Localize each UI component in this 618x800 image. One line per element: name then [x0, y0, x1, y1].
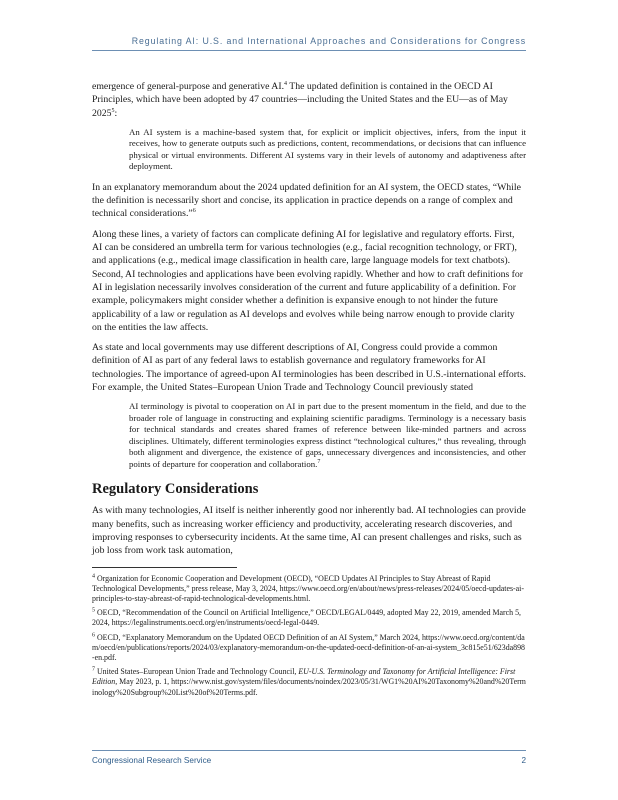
- footnote-4: [92, 574, 526, 605]
- footnote-6: [92, 633, 526, 664]
- footnote-link[interactable]: https://www.oecd.org/content/dam/oecd/en/publications/reports/2024/03/explanatory-memorandum-on-the-updated-oecd-definition-of-an-ai-system_3c815e51/623da898-en.pdf: [92, 632, 525, 662]
- paragraph-4: As state and local governments may use different descriptions of AI, Congress could provide a common definition of AI as part of any federal laws to establish governance and regulatory frameworks for AI technologies. The importance of agreed-upon AI terminologies has been described in U.S.-international efforts. For example, the United States–European Union Trade and Technology Council previously stated: [92, 342, 526, 394]
- running-header: [0, 36, 618, 46]
- footnote-7: [92, 667, 526, 698]
- footnote-title-italic: EU-U.S. Terminology and Taxonomy for Artificial Intelligence: First Edition: [92, 667, 516, 687]
- footnote-ref-4[interactable]: 4: [284, 80, 288, 87]
- footnote-number: 7: [92, 666, 95, 673]
- footnote-5: [92, 608, 526, 628]
- document-body: [92, 80, 526, 702]
- footnote-text: OECD, “Recommendation of the Council on Artificial Intelligence,” OECD/LEGAL/0449, adopted May 22, 2019, amended March 5, 2024,: [92, 608, 522, 628]
- footnote-link[interactable]: https://www.nist.gov/system/files/documents/noindex/2023/05/31/WG1%20AI%20Taxonomy%20and%20Terminology%20Subgroup%20List%20of%20Terms.pdf: [92, 677, 526, 697]
- footnote-link[interactable]: https://legalinstruments.oecd.org/en/instruments/oecd-legal-0449: [111, 618, 318, 628]
- footnote-number: 6: [92, 631, 95, 638]
- footnote-number: 4: [92, 572, 95, 579]
- paragraph-1-text-cont: The updated definition is contained in the OECD AI Principles, which have been adopted by 47 countries—including the United States and the EU—as of May 2025: [92, 81, 508, 119]
- paragraph-1-text: emergence of general-purpose and generative AI.: [92, 81, 285, 92]
- paragraph-2-text: In an explanatory memorandum about the 2024 updated definition for an AI system, the OECD states, “While the definition is necessarily short and concise, its application in practice depends on a range of complex and technical considerations.”: [92, 181, 521, 220]
- footnote-text-cont: , May 2023, p. 1,: [115, 677, 172, 687]
- footnote-ref-6[interactable]: 6: [192, 208, 196, 215]
- footnotes: [92, 574, 526, 698]
- footnote-tail: .: [308, 593, 311, 603]
- paragraph-1: [92, 80, 526, 120]
- footnote-link[interactable]: https://www.oecd.org/en/about/news/press-releases/2024/05/oecd-updates-ai-principles-to-stay-abreast-of-rapid-technological-developments.html: [92, 583, 524, 603]
- footnote-ref-7[interactable]: 7: [317, 458, 321, 465]
- footer-rule: [92, 750, 526, 751]
- footnote-text: OECD, “Explanatory Memorandum on the Updated OECD Definition of an AI System,” March 2024,: [96, 632, 422, 642]
- footnote-ref-5[interactable]: 5: [111, 107, 115, 114]
- block-quote-ttc-text: AI terminology is pivotal to cooperation on AI in part due to the present momentum in the field, and due to the broader role of language in constructing and explaining scientific paradigms. Terminology is a necessary basis for technical standards and creates shared frames of reference between like-minded partners and across disciplines. Ultimately, different terminologies express distinct “technological cultures,” thus revealing, through both alignment and divergence, the existence of gaps, unnecessary divergences and inconsistencies, and other points of departure for cooperation and collaboration.: [129, 401, 526, 469]
- section-heading: Regulatory Considerations: [92, 481, 259, 498]
- footnote-text: United States–European Union Trade and Technology Council,: [96, 667, 299, 677]
- paragraph-2: [92, 181, 526, 221]
- footnote-divider: [92, 567, 237, 568]
- footnote-number: 5: [92, 607, 95, 614]
- footnote-tail: .: [255, 687, 258, 697]
- footnote-text: Organization for Economic Cooperation and Development (OECD), “OECD Updates AI Principles to Stay Abreast of Rapid Technological Developments,” press release, May 3, 2024,: [92, 573, 491, 593]
- page-footer: [92, 756, 526, 765]
- header-rule: [92, 50, 526, 51]
- block-quote-ttc: [129, 401, 526, 470]
- footer-source: Congressional Research Service: [92, 756, 212, 765]
- footnote-tail: .: [317, 618, 320, 628]
- page-number: 2: [521, 756, 526, 765]
- paragraph-5: As with many technologies, AI itself is neither inherently good nor inherently bad. AI technologies can provide many benefits, such as increasing worker efficiency and productivity, accelerating research discoveries, and improving responses to cybersecurity incidents. At the same time, AI can present challenges and risks, such as job loss from work task automation,: [92, 505, 526, 557]
- running-title: Regulating AI: U.S. and International Approaches and Considerations for Congress: [131, 36, 526, 46]
- paragraph-1-end: :: [114, 107, 118, 119]
- paragraph-3: Along these lines, a variety of factors can complicate defining AI for legislative and regulatory efforts. First, AI can be considered an umbrella term for various technologies (e.g., facial recognition technology, or FRT), and applications (e.g., medical image classification in health care, large language models for text chatbots). Second, AI technologies and applications have been evolving rapidly. Whether and how to craft definitions for AI in legislation necessarily involves consideration of the current and future applicability of a definition. For example, policymakers might consider whether a definition is expansive enough to not hinder the future applicability of a law or regulation as AI develops and evolves while being narrow enough to provide clarity on the entities the law affects.: [92, 228, 524, 333]
- footnote-tail: .: [114, 652, 117, 662]
- block-quote-oecd-definition: An AI system is a machine-based system that, for explicit or implicit objectives, infers, from the input it receives, how to generate outputs such as predictions, content, recommendations, or decisions that can influence physical or virtual environments. Different AI systems vary in their levels of autonomy and adaptiveness after deployment.: [129, 126, 526, 172]
